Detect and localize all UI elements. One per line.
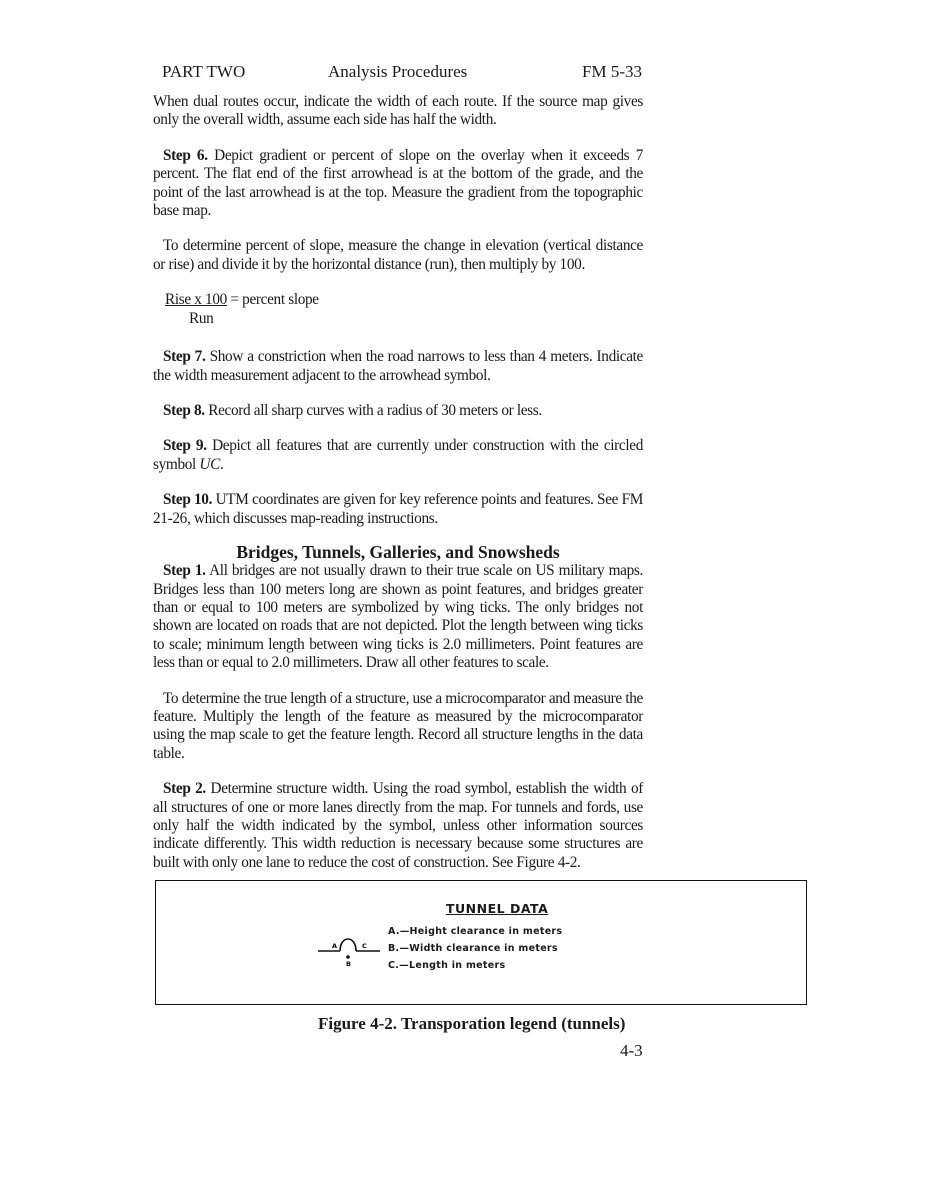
header-part: PART TWO — [162, 62, 246, 81]
header-manual-number: FM 5-33 — [582, 62, 642, 81]
step-label: Step 10. — [163, 491, 213, 509]
section-heading: Bridges, Tunnels, Galleries, and Snowsheds — [236, 542, 560, 563]
uc-symbol: UC — [199, 455, 220, 473]
step-text: Depict gradient or percent of slope on the overlay when it exceeds 7 percent. The flat end of the first arrowhead is at the bottom of the grade, and the point of the last arrowhead is at the top. Measure the gradient from the topographic base map. — [153, 146, 643, 220]
step-label: Step 7. — [163, 348, 206, 366]
step-label: Step 6. — [163, 146, 208, 164]
paragraph-dual-routes: When dual routes occur, indicate the width of each route. If the source map gives only the overall width, assume each side has half the width. — [153, 93, 643, 129]
legend-item-width: B.—Width clearance in meters — [388, 943, 558, 954]
formula-denominator: Run — [189, 310, 214, 328]
paragraph-step-7 — [153, 348, 643, 385]
legend-item-height: A.—Height clearance in meters — [388, 926, 563, 937]
legend-list — [388, 923, 562, 974]
step-text: Depict all features that are currently under construction with the circled symbol — [153, 437, 643, 473]
paragraph-step-6 — [153, 147, 643, 221]
symbol-label-b: B — [346, 960, 351, 967]
paragraph-step-8 — [153, 402, 643, 420]
step-label: Step 9. — [163, 437, 207, 455]
step-text: Determine structure width. Using the road symbol, establish the width of all structures of one or more lanes directly from the map. For tunnels and fords, use only half the width indicated by the symbol, unless other information sources indicate differently. This width reduction is necessary because some structures are built with only one lane to reduce the cost of construction. See Figure 4-2. — [153, 780, 643, 871]
header-title: Analysis Procedures — [328, 62, 468, 81]
step-text: Record all sharp curves with a radius of 30 meters or less. — [204, 402, 542, 420]
step-text: Show a constriction when the road narrows to less than 4 meters. Indicate the width measurement adjacent to the arrowhead symbol. — [153, 348, 643, 384]
figure-title: TUNNEL DATA — [446, 901, 549, 916]
symbol-label-c: C — [362, 942, 367, 950]
symbol-label-a: A — [332, 942, 338, 950]
paragraph-bridges-step-1 — [153, 562, 643, 672]
figure-tunnel-legend — [155, 880, 807, 1005]
formula-numerator: Rise x 100 — [165, 291, 227, 309]
step-text: All bridges are not usually drawn to their true scale on US military maps. Bridges less than 100 meters long are shown as point features, and bridges greater than or equal to 100 meters are symbolized by wing ticks. The only bridges not shown are located on roads that are not depicted. Plot the length between wing ticks to scale; minimum length between wing ticks is 2.0 millimeters. Point features are less than or equal to 2.0 millimeters. Draw all other features to scale. — [153, 562, 643, 672]
tunnel-symbol-icon — [316, 927, 386, 967]
formula-result: = percent slope — [226, 291, 319, 309]
slope-formula — [165, 291, 643, 331]
paragraph-step-10 — [153, 491, 643, 528]
step-label: Step 8. — [163, 402, 205, 420]
paragraph-percent-slope: To determine percent of slope, measure the change in elevation (vertical distance or rise) and divide it by the horizontal distance (run), then multiply by 100. — [153, 237, 643, 273]
legend-item-length: C.—Length in meters — [388, 960, 506, 971]
body-text — [153, 93, 643, 889]
page-header — [162, 62, 642, 84]
page-number: 4-3 — [620, 1041, 643, 1060]
step-label: Step 1. — [163, 562, 206, 580]
step-label: Step 2. — [163, 780, 206, 798]
step-text-end: . — [219, 455, 224, 473]
paragraph-bridges-step-2 — [153, 780, 643, 872]
figure-caption: Figure 4-2. Transporation legend (tunnels) — [318, 1014, 626, 1033]
paragraph-step-9 — [153, 437, 643, 474]
step-text: UTM coordinates are given for key reference points and features. See FM 21-26, which discusses map-reading instructions. — [153, 491, 643, 527]
paragraph-structure-length: To determine the true length of a structure, use a microcomparator and measure the feature. Multiply the length of the feature as measured by the microcomparator using the map scale to get the feature length. Record all structure lengths in the data table. — [153, 689, 643, 762]
